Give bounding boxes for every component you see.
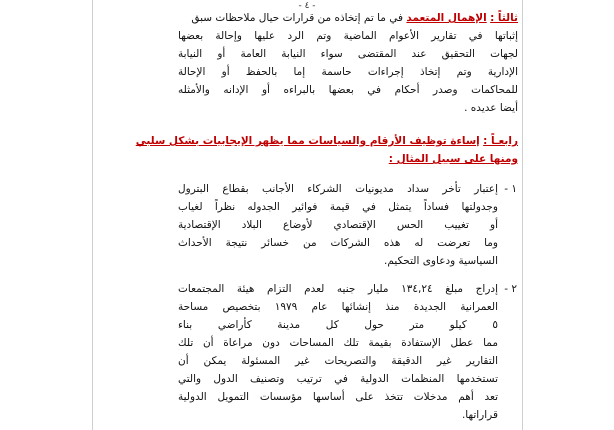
item2-line-1: إدراج مبلغ ١٣٤,٢٤ مليار جنيه لعدم التزام هيئة المجتمعات	[178, 283, 498, 295]
item2-line-3: ٥ كيلو متر حول كل مدينة كأراضي بناء	[178, 319, 498, 331]
item2-line-2: العمرانية الجديدة منذ إنشائها عام ١٩٧٩ بتخصيص مساحة	[178, 301, 498, 313]
section4-heading-text: إساءة توظيف الأرقام والسياسات مما يظهر الإيجابيات بشكل سلبي	[135, 135, 480, 147]
section3-line-5: للمحاكمات وصدر أحكام في بعضها بالبراءه أو الإدانه والأمثله	[178, 84, 518, 96]
right-margin-line	[522, 0, 523, 430]
section3-line-4: الإدارية وتم إتخاذ إجراءات حاسمة إما بالحفظ أو الإحالة	[178, 66, 518, 78]
section3-line-1: في ما تم إتخاذه من قرارات حيال ملاحظات سبق	[191, 12, 404, 24]
item1-line-3: أو تغييب الحس الإقتصادي لأوضاع البلاد الإقتصادية	[178, 219, 498, 231]
item1-line-5: السياسية ودعاوى التحكيم.	[384, 255, 498, 267]
item2-line-7: تعد أهم مدخلات تتخذ على أساسها مؤسسات التمويل الدولية	[178, 391, 498, 403]
item1-line-1: إعتبار تأخر سداد مديونيات الشركاء الأجانب بقطاع البترول	[178, 183, 498, 195]
section4-subheading	[389, 153, 518, 166]
item1-line-4: وما تعرضت له هذه الشركات من خسائر نتيجة الأحداث	[178, 237, 498, 249]
section3-first-line	[191, 12, 518, 25]
section3-line-3: لجهات التحقيق عند المقتضى سواء النيابة العامة أو النيابة	[178, 48, 518, 60]
page-number: - ٤ -	[298, 1, 316, 11]
left-margin-line	[92, 0, 93, 430]
item2-line-6: تستخدمها المنظمات الدولية في ترتيب وتصنيف الدول والتي	[178, 373, 498, 385]
item1-number: ١ -	[504, 183, 517, 195]
section4-subheading-text: ومنها على سبيل المثال :	[388, 153, 518, 165]
item1-line-2: وجدولتها فساداً يتمثل في قيمة فوائير الجدوله نظراً لغياب	[178, 201, 498, 213]
item2-number: ٢ -	[504, 283, 517, 295]
item2-line-4: مما عطل الإستفادة بقيمة تلك المساحات دون مراعاة أن تلك	[178, 337, 498, 349]
section3-heading-highlight: الإهمال المتعمد	[406, 12, 487, 24]
item2-line-8: قراراتها.	[461, 409, 498, 421]
item2-line-5: التقارير غير الدقيقة والتصريحات غير المسئولة يمكن أن	[178, 355, 498, 367]
section3-heading: ثالثاً :	[490, 12, 518, 24]
section4-heading	[136, 135, 518, 148]
section3-line-6: أيضا عديده .	[464, 102, 518, 114]
section4-heading-label: رابعـاً :	[483, 135, 518, 147]
section3-line-2: إثباتها في تقارير الأعوام الماضية وتم الرد عليها وإحالة بعضها	[178, 30, 518, 42]
